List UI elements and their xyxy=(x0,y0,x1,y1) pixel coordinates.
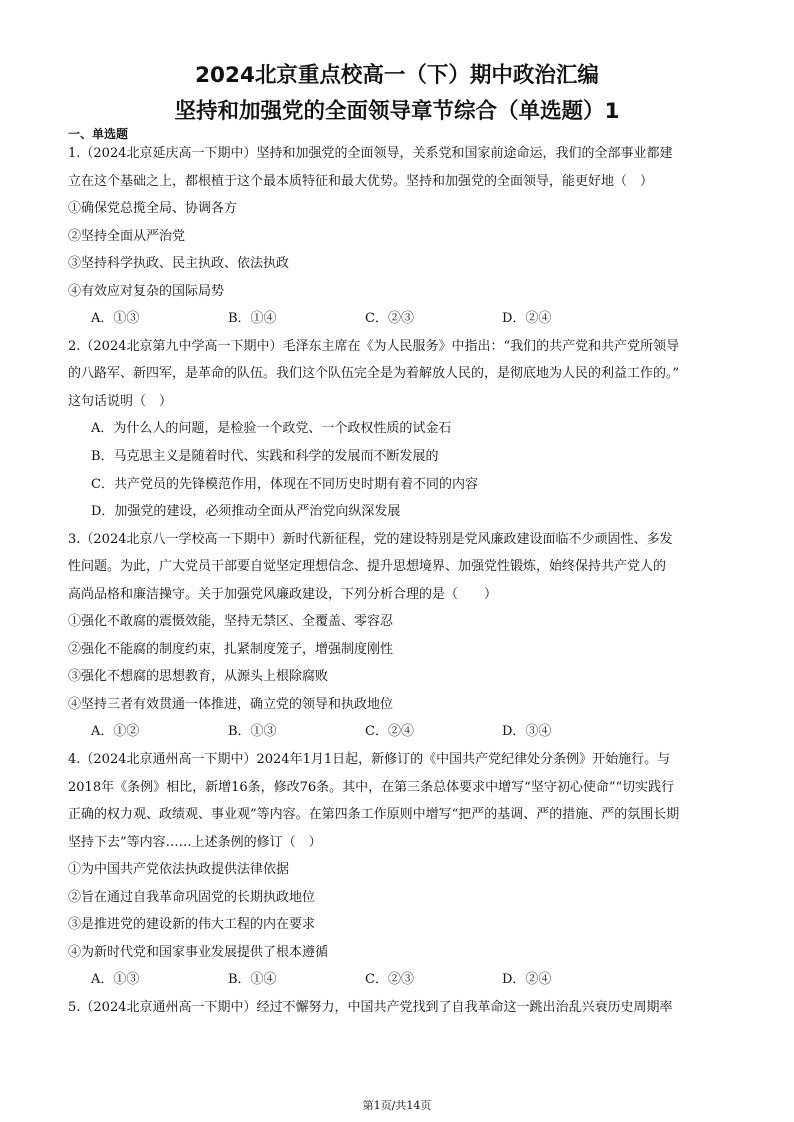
option-a: A．①② xyxy=(91,724,140,740)
answer-options xyxy=(68,966,732,994)
answer-options xyxy=(68,718,732,746)
question-stem-line: 3.（2024北京八一学校高一下期中）新时代新征程，党的建设特别是党风廉政建设面临不少顽固性、多发 xyxy=(68,531,673,547)
option-b: B．马克思主义是随着时代、实践和科学的发展而不断发展的 xyxy=(91,449,439,465)
question-stem-line: 1.（2024北京延庆高一下期中）坚持和加强党的全面领导，关系党和国家前途命运，我们的全部事业都建 xyxy=(68,146,673,161)
question-3 xyxy=(68,526,732,746)
question-stem-line: 5.（2024北京通州高一下期中）经过不懈努力，中国共产党找到了自我革命这一跳出治乱兴衰历史周期率 xyxy=(68,999,673,1015)
question-stem-line: 立在这个基础之上，都根植于这个最本质特征和最大优势。坚持和加强党的全面领导，能更好地（ ） xyxy=(68,173,654,189)
question-stem-line: 2.（2024北京第九中学高一下期中）毛泽东主席在《为人民服务》中指出：“我们的共产党和共产党所领导 xyxy=(68,338,680,354)
option-c: C．②③ xyxy=(365,311,414,327)
option-c: C．②④ xyxy=(365,724,414,740)
option-a: A．①③ xyxy=(91,972,140,988)
option-c: C．②③ xyxy=(365,972,414,988)
statement-item: ④为新时代党和国家事业发展提供了根本遵循 xyxy=(68,944,329,960)
statement-item: ③是推进党的建设新的伟大工程的内在要求 xyxy=(68,917,316,933)
question-1 xyxy=(68,140,732,333)
page-number: 第1页/共14页 xyxy=(362,1099,432,1112)
question-stem-line: 正确的权力观、政绩观、事业观”等内容。在第四条工作原则中增写“把严的基调、严的措施、严的氛围长期 xyxy=(68,807,680,823)
option-d: D．加强党的建设，必须推动全面从严治党向纵深发展 xyxy=(91,504,401,520)
statement-item: ④有效应对复杂的国际局势 xyxy=(68,283,225,299)
statement-item: ③坚持科学执政、民主执政、依法执政 xyxy=(68,256,290,272)
statement-item: ②坚持全面从严治党 xyxy=(68,228,186,244)
question-2 xyxy=(68,333,732,526)
question-stem-line: 性问题。为此，广大党员干部要自觉坚定理想信念、提升思想境界、加强党性锻炼，始终保持共产党人的 xyxy=(68,559,667,575)
document-title-line-1: 2024北京重点校高一（下）期中政治汇编 xyxy=(195,63,599,88)
question-stem-line: 坚持下去”等内容……上述条例的修订（ ） xyxy=(68,834,322,850)
answer-options xyxy=(68,305,732,333)
statement-item: ③强化不想腐的思想教育，从源头上根除腐败 xyxy=(68,669,329,685)
statement-item: ②强化不能腐的制度约束，扎紧制度笼子，增强制度刚性 xyxy=(68,641,394,657)
statement-item: ②旨在通过自我革命巩固党的长期执政地位 xyxy=(68,889,316,905)
question-stem-line: 高尚品格和廉洁操守。关于加强党风廉政建设，下列分析合理的是（ ） xyxy=(68,586,498,602)
section-heading: 一、单选题 xyxy=(68,127,129,141)
option-b: B．①④ xyxy=(228,311,277,327)
question-list xyxy=(68,140,732,1022)
question-stem-line: 这句话说明（ ） xyxy=(68,393,173,409)
option-d: D．③④ xyxy=(502,724,552,740)
statement-item: ①为中国共产党依法执政提供法律依据 xyxy=(68,862,290,878)
option-b: B．①③ xyxy=(228,724,277,740)
question-stem-line: 4.（2024北京通州高一下期中）2024年1月1日起，新修订的《中国共产党纪律处分条例》开始施行。与 xyxy=(68,752,671,768)
option-a: A．为什么人的问题，是检验一个政党、一个政权性质的试金石 xyxy=(91,421,452,437)
option-d: D．②④ xyxy=(502,972,552,988)
option-b: B．①④ xyxy=(228,972,277,988)
question-stem-line: 2018年《条例》相比，新增16条，修改76条。其中，在第三条总体要求中增写“坚守初心使命”“切实践行 xyxy=(68,779,675,795)
statement-item: ④坚持三者有效贯通一体推进，确立党的领导和执政地位 xyxy=(68,696,394,712)
option-d: D．②④ xyxy=(502,311,552,327)
option-a: A．①③ xyxy=(91,311,140,327)
statement-item: ①确保党总揽全局、协调各方 xyxy=(68,201,238,217)
question-5 xyxy=(68,994,732,1022)
question-stem-line: 的八路军、新四军，是革命的队伍。我们这个队伍完全是为着解放人民的，是彻底地为人民的利益工作的。” xyxy=(68,366,680,382)
question-4 xyxy=(68,746,732,994)
option-c: C．共产党员的先锋模范作用，体现在不同历史时期有着不同的内容 xyxy=(91,476,478,492)
statement-item: ①强化不敢腐的震慑效能，坚持无禁区、全覆盖、零容忍 xyxy=(68,614,394,630)
document-title-line-2: 坚持和加强党的全面领导章节综合（单选题）1 xyxy=(174,99,620,124)
